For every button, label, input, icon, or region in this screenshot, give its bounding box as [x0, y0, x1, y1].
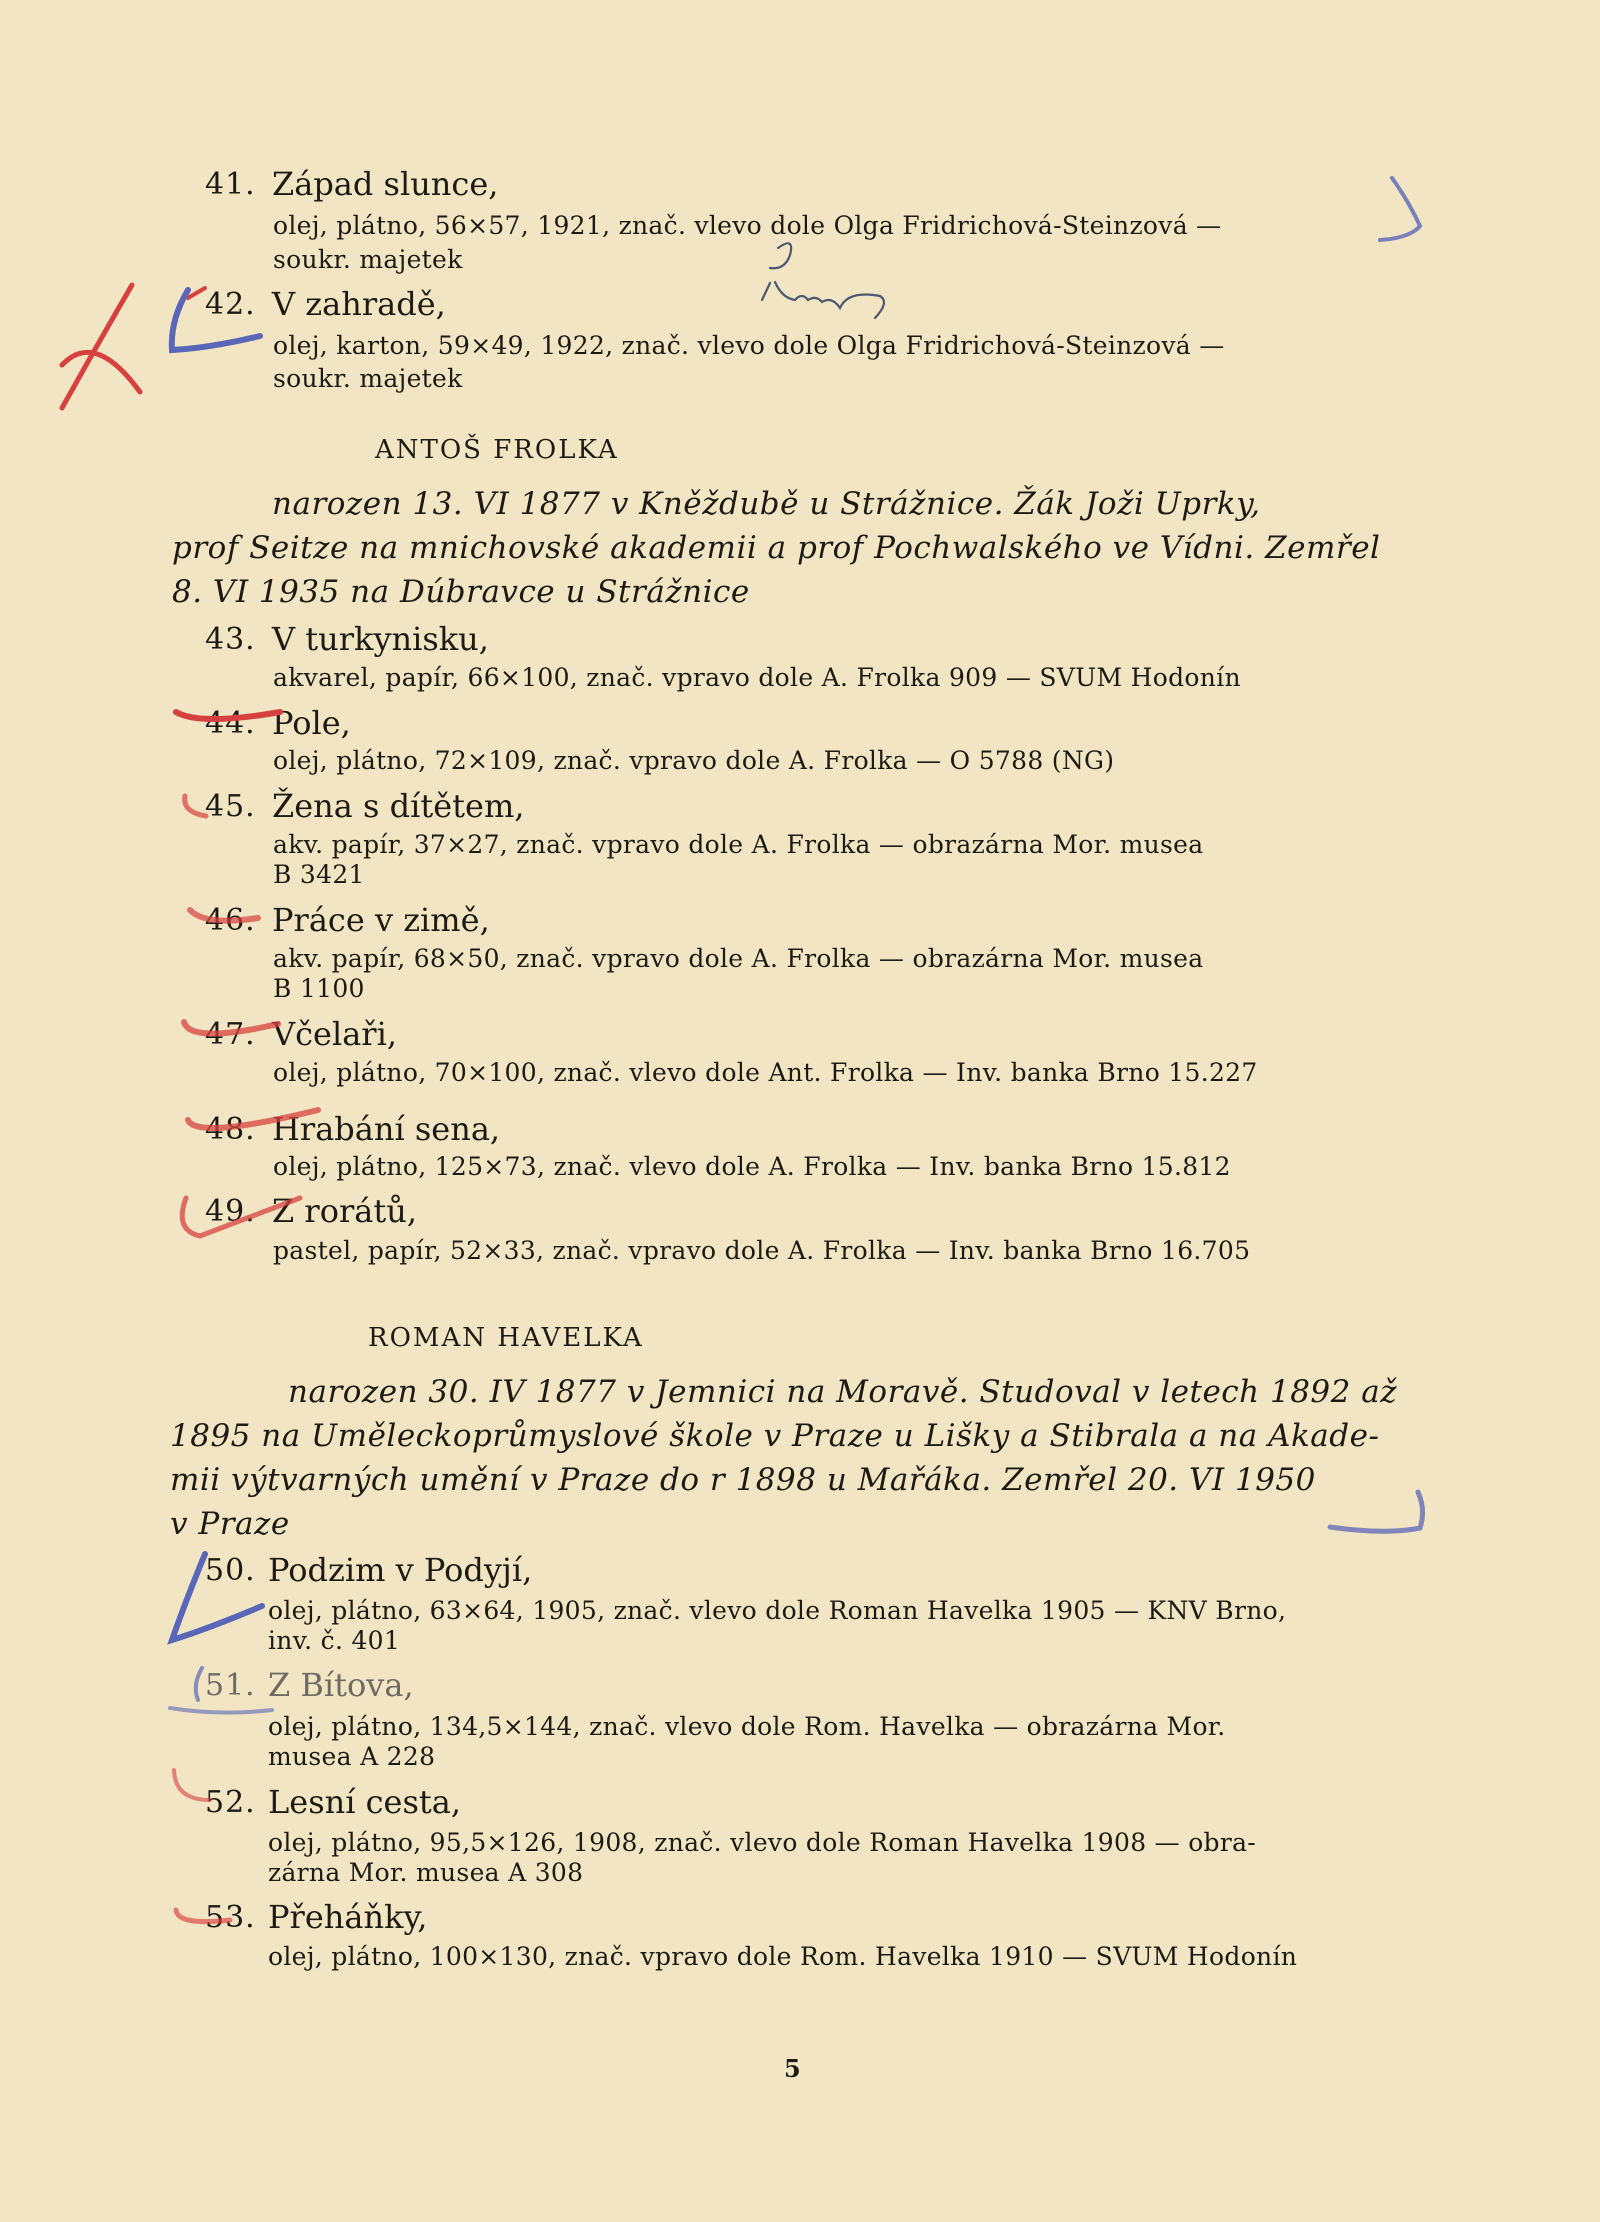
entry-title: Podzim v Podyjí, [268, 1551, 533, 1589]
entry-title: Pole, [272, 704, 351, 742]
entry-detail: pastel, papír, 52×33, znač. vpravo dole A. Frolka — Inv. banka Brno 16.705 [273, 1236, 1251, 1265]
entry-title: V zahradě, [272, 285, 446, 323]
entry-number: 41. [205, 167, 256, 202]
artist-bio: v Praze [170, 1506, 290, 1542]
entry-number: 45. [205, 789, 256, 824]
page-number: 5 [784, 2054, 801, 2083]
entry-detail: olej, karton, 59×49, 1922, znač. vlevo dole Olga Fridrichová-Steinzová — [273, 331, 1225, 360]
red-x-mark [62, 352, 140, 392]
entry-number: 53. [205, 1900, 256, 1935]
entry-number: 46. [205, 903, 256, 938]
entry-detail: olej, plátno, 100×130, znač. vpravo dole Rom. Havelka 1910 — SVUM Hodonín [268, 1942, 1298, 1971]
entry-number: 51. [205, 1668, 256, 1703]
entry-title: V turkynisku, [272, 620, 489, 658]
entry-detail: B 1100 [273, 974, 365, 1003]
entry-detail: olej, plátno, 134,5×144, znač. vlevo dole Rom. Havelka — obrazárna Mor. [268, 1712, 1226, 1741]
entry-detail: olej, plátno, 125×73, znač. vlevo dole A. Frolka — Inv. banka Brno 15.812 [273, 1152, 1231, 1181]
entry-detail: olej, plátno, 56×57, 1921, znač. vlevo dole Olga Fridrichová-Steinzová — [273, 211, 1222, 240]
entry-number: 52. [205, 1785, 256, 1820]
entry-number: 50. [205, 1553, 256, 1588]
entry-detail: akv. papír, 68×50, znač. vpravo dole A. Frolka — obrazárna Mor. musea [273, 944, 1204, 973]
entry-detail: zárna Mor. musea A 308 [268, 1858, 584, 1887]
entry-title: Hrabání sena, [272, 1110, 501, 1148]
entry-detail: soukr. majetek [273, 364, 463, 393]
entry-number: 43. [205, 622, 256, 657]
artist-bio: narozen 30. IV 1877 v Jemnici na Moravě. Studoval v letech 1892 až [288, 1374, 1398, 1410]
entry-title: Západ slunce, [272, 165, 499, 203]
artist-bio: 1895 na Uměleckoprůmyslové škole v Praze u Lišky a Stibrala a na Akade- [170, 1418, 1380, 1454]
entry-title: Práce v zimě, [272, 901, 490, 939]
entry-number: 48. [205, 1112, 256, 1147]
entry-detail: B 3421 [273, 860, 365, 889]
entry-detail: soukr. majetek [273, 245, 463, 274]
entry-title: Lesní cesta, [268, 1783, 462, 1821]
artist-bio: prof Seitze na mnichovské akademii a prof Pochwalského ve Vídni. Zemřel [172, 530, 1381, 566]
entry-number: 47. [205, 1017, 256, 1052]
entry-number: 44. [205, 706, 256, 741]
entry-title: Přeháňky, [268, 1898, 428, 1936]
red-x-mark [62, 285, 132, 408]
artist-heading: ANTOŠ FROLKA [375, 435, 619, 465]
entry-number: 42. [205, 287, 256, 322]
entry-detail: olej, plátno, 72×109, znač. vpravo dole A. Frolka — O 5788 (NG) [273, 746, 1115, 775]
blue-check-mark [196, 1668, 202, 1700]
entry-detail: musea A 228 [268, 1742, 436, 1771]
handwritten-initials [762, 243, 884, 318]
blue-check-mark [170, 1708, 272, 1713]
entry-detail: olej, plátno, 95,5×126, 1908, znač. vlevo dole Roman Havelka 1908 — obra- [268, 1828, 1257, 1857]
artist-bio: narozen 13. VI 1877 v Kněždubě u Strážnice. Žák Joži Uprky, [272, 486, 1261, 522]
entry-title: Včelaři, [272, 1015, 397, 1053]
entry-title: Z Bítova, [268, 1666, 414, 1704]
blue-check-mark [1330, 1492, 1423, 1531]
red-check-mark [185, 796, 206, 816]
entry-detail: inv. č. 401 [268, 1626, 401, 1655]
artist-bio: mii výtvarných umění v Praze do r 1898 u Mařáka. Zemřel 20. VI 1950 [170, 1462, 1316, 1498]
blue-check-mark [1380, 178, 1420, 240]
artist-heading: ROMAN HAVELKA [368, 1323, 644, 1353]
entry-title: Žena s dítětem, [272, 787, 525, 825]
entry-number: 49. [205, 1194, 256, 1229]
entry-detail: akv. papír, 37×27, znač. vpravo dole A. Frolka — obrazárna Mor. musea [273, 830, 1204, 859]
entry-detail: olej, plátno, 70×100, znač. vlevo dole Ant. Frolka — Inv. banka Brno 15.227 [273, 1058, 1258, 1087]
entry-title: Z rorátů, [272, 1192, 417, 1230]
entry-detail: olej, plátno, 63×64, 1905, znač. vlevo dole Roman Havelka 1905 — KNV Brno, [268, 1596, 1287, 1625]
entry-detail: akvarel, papír, 66×100, znač. vpravo dole A. Frolka 909 — SVUM Hodonín [273, 663, 1241, 692]
red-check-mark [188, 288, 205, 298]
artist-bio: 8. VI 1935 na Dúbravce u Strážnice [172, 574, 750, 610]
